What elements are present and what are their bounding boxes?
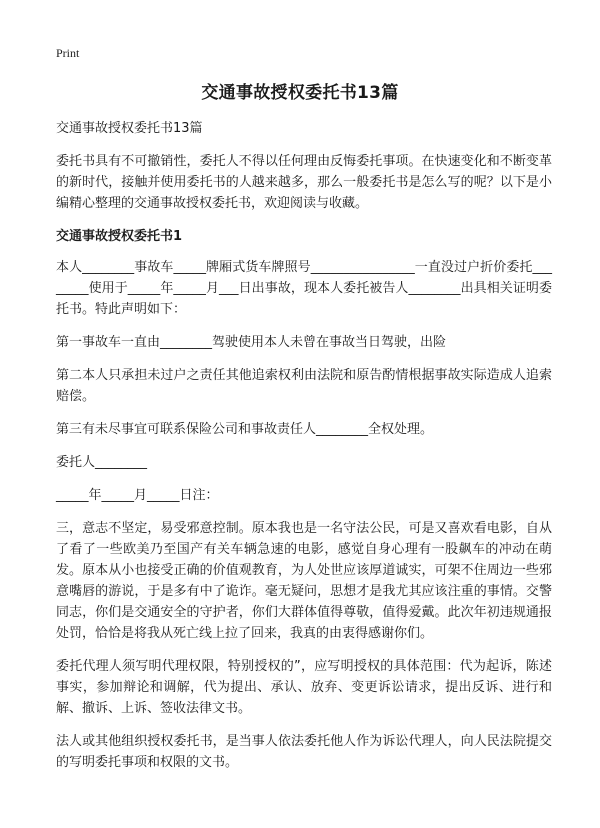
paragraph-9: 法人或其他组织授权委托书，是当事人依法委托他人作为诉讼代理人，向人民法院提交的写明委托事项和权限的文书。 bbox=[56, 734, 552, 770]
paragraph-1: 本人________事故车_____牌厢式货车牌照号________________一直没过户折价委托________使用于_____年_____月___日出事故，现本人委托被告人________出具相关证明委托书。特此声明如下： bbox=[56, 260, 552, 317]
document-title: 交通事故授权委托书13篇 bbox=[201, 83, 399, 103]
paragraph-6: _____年_____月_____日注： bbox=[56, 488, 219, 503]
paragraph-4: 第三有未尽事宜可联系保险公司和事故责任人________全权处理。 bbox=[56, 422, 434, 437]
document-subtitle: 交通事故授权委托书13篇 bbox=[56, 121, 203, 136]
paragraph-5: 委托人________ bbox=[56, 455, 148, 470]
document-body bbox=[56, 118, 552, 785]
paragraph-3: 第二本人只承担未过户之责任其他追索权利由法院和原告酌情根据事故实际造成人追索赔偿。 bbox=[56, 368, 552, 404]
intro-paragraph: 委托书具有不可撤销性，委托人不得以任何理由反悔委托事项。在快速变化和不断变革的新时代，接触并使用委托书的人越来越多，那么一般委托书是怎么写的呢？以下是小编精心整理的交通事故授权委托书，欢迎阅读与收藏。 bbox=[56, 154, 552, 211]
paragraph-7: 三，意志不坚定，易受邪意控制。原本我也是一名守法公民，可是又喜欢看电影，自从了看了一些欧美乃至国产有关车辆急速的电影，感觉自身心理有一股飙车的冲动在萌发。原本从小也接受正确的价值观教育，为人处世应该厚道诚实，可架不住周边一些邪意嘴唇的游说，于是多有中了诡诈。毫无疑问，思想才是我尤其应该注重的事情。交警同志，你们是交通安全的守护者，你们大群体值得尊敬，值得爱戴。此次年初违规通报处罚，恰恰是将我从死亡线上拉了回来，我真的由衷得感谢你们。 bbox=[56, 521, 552, 641]
section-heading: 交通事故授权委托书1 bbox=[56, 229, 183, 244]
print-label: Print bbox=[56, 46, 80, 60]
paragraph-2: 第一事故车一直由________驾驶使用本人未曾在事故当日驾驶，出险 bbox=[56, 335, 447, 350]
paragraph-8: 委托代理人须写明代理权限，特别授权的”，应写明授权的具体范围：代为起诉，陈述事实，参加辩论和调解，代为提出、承认、放弃、变更诉讼请求，提出反诉、进行和解、撤诉、上诉、签收法律文书。 bbox=[56, 659, 552, 716]
